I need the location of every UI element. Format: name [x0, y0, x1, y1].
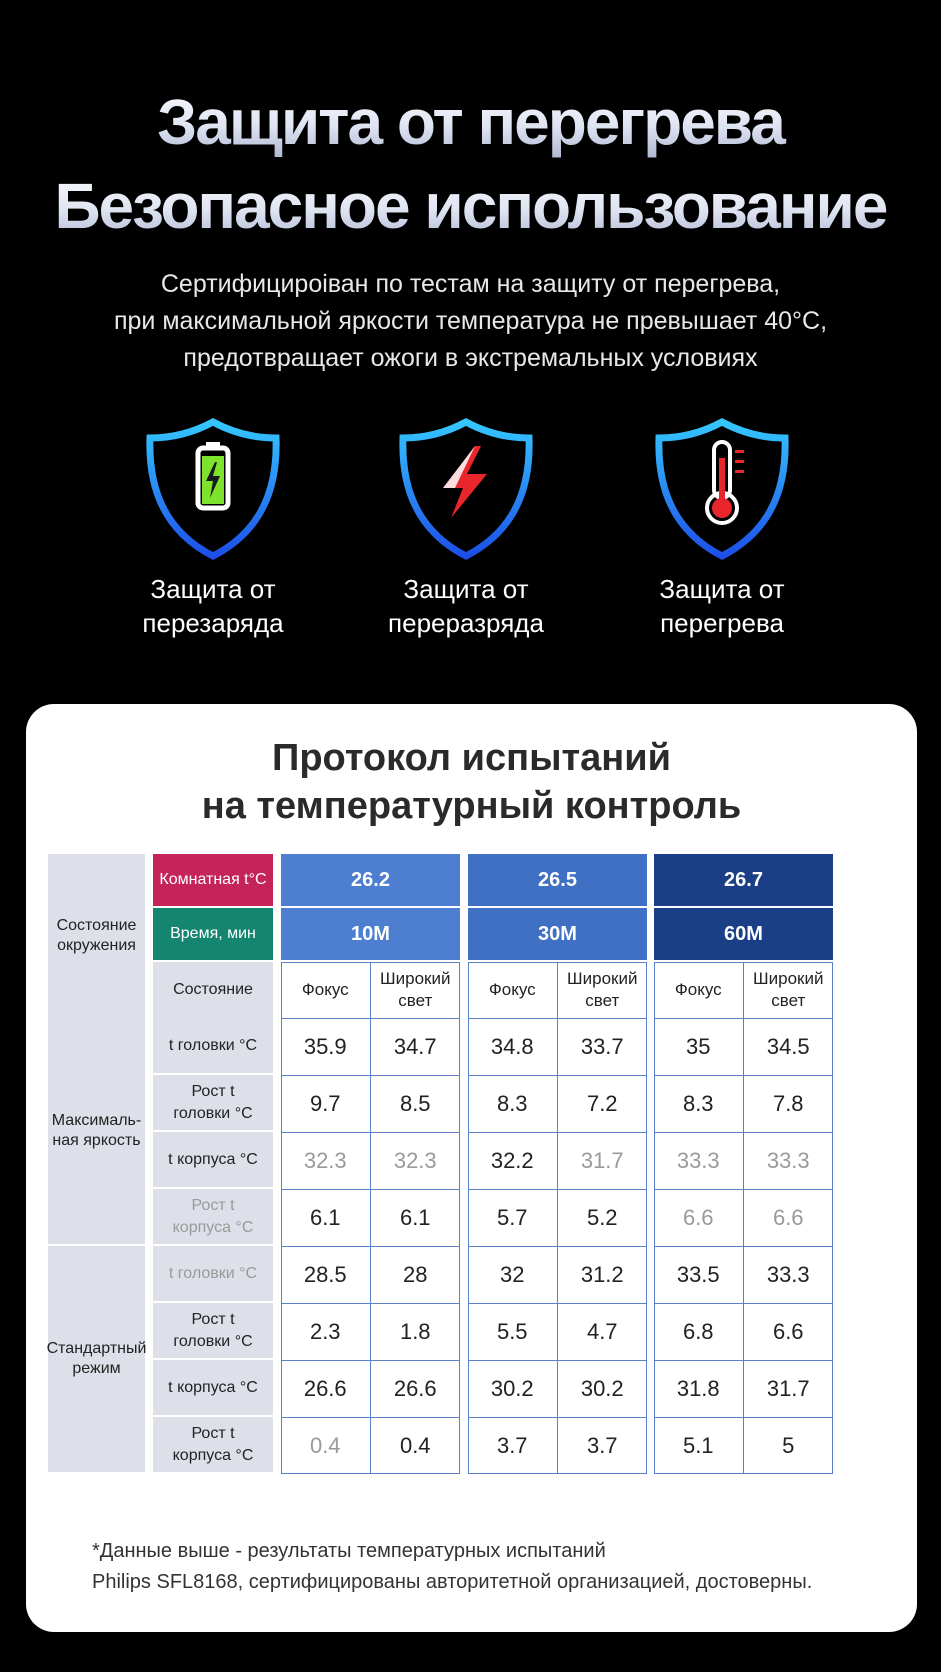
table-cell: 5: [744, 1417, 834, 1474]
table-cell: 6.6: [744, 1189, 834, 1246]
table-cell: 32.2: [468, 1132, 558, 1189]
param-label: Рост t головки °C: [153, 1075, 273, 1130]
table-cell: 33.7: [558, 1018, 648, 1075]
param-label: t головки °C: [153, 1018, 273, 1073]
table-cell: 5.7: [468, 1189, 558, 1246]
table-cell: 34.5: [744, 1018, 834, 1075]
param-label: t корпуса °C: [153, 1360, 273, 1415]
feature-label-line1: Защита от: [150, 574, 276, 604]
feature-label-line1: Защита от: [659, 574, 785, 604]
table-cell: 26.6: [371, 1360, 461, 1417]
mode-wide: Широкий свет: [371, 962, 461, 1018]
table-cell: 9.7: [281, 1075, 371, 1132]
lightning-icon: [397, 418, 535, 560]
card-title-line2: на температурный контроль: [201, 785, 742, 827]
test-protocol-card: [26, 704, 917, 1632]
table-cell: 7.2: [558, 1075, 648, 1132]
table-cell: 32.3: [281, 1132, 371, 1189]
table-cell: 31.2: [558, 1246, 648, 1303]
feature-label-line2: перезаряда: [142, 608, 284, 638]
subtitle-line: при максимальной яркости температура не превышает 40°C,: [113, 307, 828, 335]
table-cell: 8.3: [654, 1075, 744, 1132]
time-value: 60M: [654, 908, 833, 960]
feature-overcharge: [83, 418, 343, 640]
table-cell: 3.7: [468, 1417, 558, 1474]
section-label: Максималь-ная яркость: [48, 1018, 145, 1244]
table-cell: 32: [468, 1246, 558, 1303]
footnote: [92, 1536, 812, 1598]
table-cell: 5.5: [468, 1303, 558, 1360]
feature-label-line1: Защита от: [403, 574, 529, 604]
feature-overheat: [592, 418, 852, 640]
table-cell: 0.4: [281, 1417, 371, 1474]
feature-label-line2: перегрева: [660, 608, 784, 638]
room-temp-label: Комнатная t°C: [153, 854, 273, 906]
table-cell: 35: [654, 1018, 744, 1075]
mode-focus: Фокус: [468, 962, 558, 1018]
table-cell: 7.8: [744, 1075, 834, 1132]
card-title-line1: Протокол испытаний: [272, 737, 671, 779]
table-cell: 35.9: [281, 1018, 371, 1075]
table-cell: 0.4: [371, 1417, 461, 1474]
feature-label: [592, 572, 852, 640]
mode-wide: Широкий свет: [558, 962, 648, 1018]
table-cell: 32.3: [371, 1132, 461, 1189]
feature-label: [336, 572, 596, 640]
table-cell: 6.1: [371, 1189, 461, 1246]
table-cell: 3.7: [558, 1417, 648, 1474]
table-cell: 6.6: [654, 1189, 744, 1246]
param-label: Рост t корпуса °C: [153, 1189, 273, 1244]
room-temp-value: 26.5: [468, 854, 647, 906]
table-cell: 8.3: [468, 1075, 558, 1132]
table-cell: 1.8: [371, 1303, 461, 1360]
section-label: Стандартный режим: [48, 1246, 145, 1472]
time-label: Время, мин: [153, 908, 273, 960]
table-cell: 31.8: [654, 1360, 744, 1417]
table-cell: 26.6: [281, 1360, 371, 1417]
feature-label: [83, 572, 343, 640]
table-cell: 5.2: [558, 1189, 648, 1246]
table-cell: 31.7: [558, 1132, 648, 1189]
table-cell: 6.8: [654, 1303, 744, 1360]
hero-subtitle: [0, 266, 941, 377]
table-cell: 6.6: [744, 1303, 834, 1360]
room-temp-value: 26.2: [281, 854, 460, 906]
thermometer-icon: [653, 418, 791, 560]
table-cell: 33.3: [744, 1132, 834, 1189]
hero-title-line2: Безопасное использование: [0, 166, 941, 246]
table-cell: 6.1: [281, 1189, 371, 1246]
time-value: 30M: [468, 908, 647, 960]
mode-focus: Фокус: [281, 962, 371, 1018]
table-cell: 28: [371, 1246, 461, 1303]
feature-label-line2: переразряда: [388, 608, 544, 638]
param-label: t головки °C: [153, 1246, 273, 1301]
mode-focus: Фокус: [654, 962, 744, 1018]
table-cell: 34.8: [468, 1018, 558, 1075]
table-cell: 33.5: [654, 1246, 744, 1303]
table-cell: 2.3: [281, 1303, 371, 1360]
state-label: Состояние: [153, 962, 273, 1018]
mode-wide: Широкий свет: [744, 962, 834, 1018]
card-title: [26, 734, 917, 830]
feature-overdischarge: [336, 418, 596, 640]
table-cell: 8.5: [371, 1075, 461, 1132]
hero-title-line1: Защита от перегрева: [0, 82, 941, 162]
param-label: Рост t корпуса °C: [153, 1417, 273, 1472]
table-cell: 33.3: [744, 1246, 834, 1303]
footnote-line1: *Данные выше - результаты температурных испытаний: [92, 1540, 606, 1562]
group-outline: [468, 962, 647, 1474]
table-cell: 28.5: [281, 1246, 371, 1303]
table-cell: 30.2: [468, 1360, 558, 1417]
table-cell: 31.7: [744, 1360, 834, 1417]
env-label: Состояние окружения: [48, 854, 145, 1018]
table-cell: 33.3: [654, 1132, 744, 1189]
table-cell: 5.1: [654, 1417, 744, 1474]
battery-icon: [144, 418, 282, 560]
subtitle-line: предотвращает ожоги в экстремальных условиях: [183, 344, 758, 372]
group-outline: [654, 962, 833, 1474]
table-cell: 4.7: [558, 1303, 648, 1360]
table-cell: 34.7: [371, 1018, 461, 1075]
table-cell: 30.2: [558, 1360, 648, 1417]
group-outline: [281, 962, 460, 1474]
param-label: t корпуса °C: [153, 1132, 273, 1187]
subtitle-line: Сертифицироіван по тестам на защиту от перегрева,: [160, 270, 781, 298]
room-temp-value: 26.7: [654, 854, 833, 906]
footnote-line2: Philips SFL8168, сертифицированы авторитетной организацией, достоверны.: [92, 1571, 813, 1593]
time-value: 10M: [281, 908, 460, 960]
param-label: Рост t головки °C: [153, 1303, 273, 1358]
